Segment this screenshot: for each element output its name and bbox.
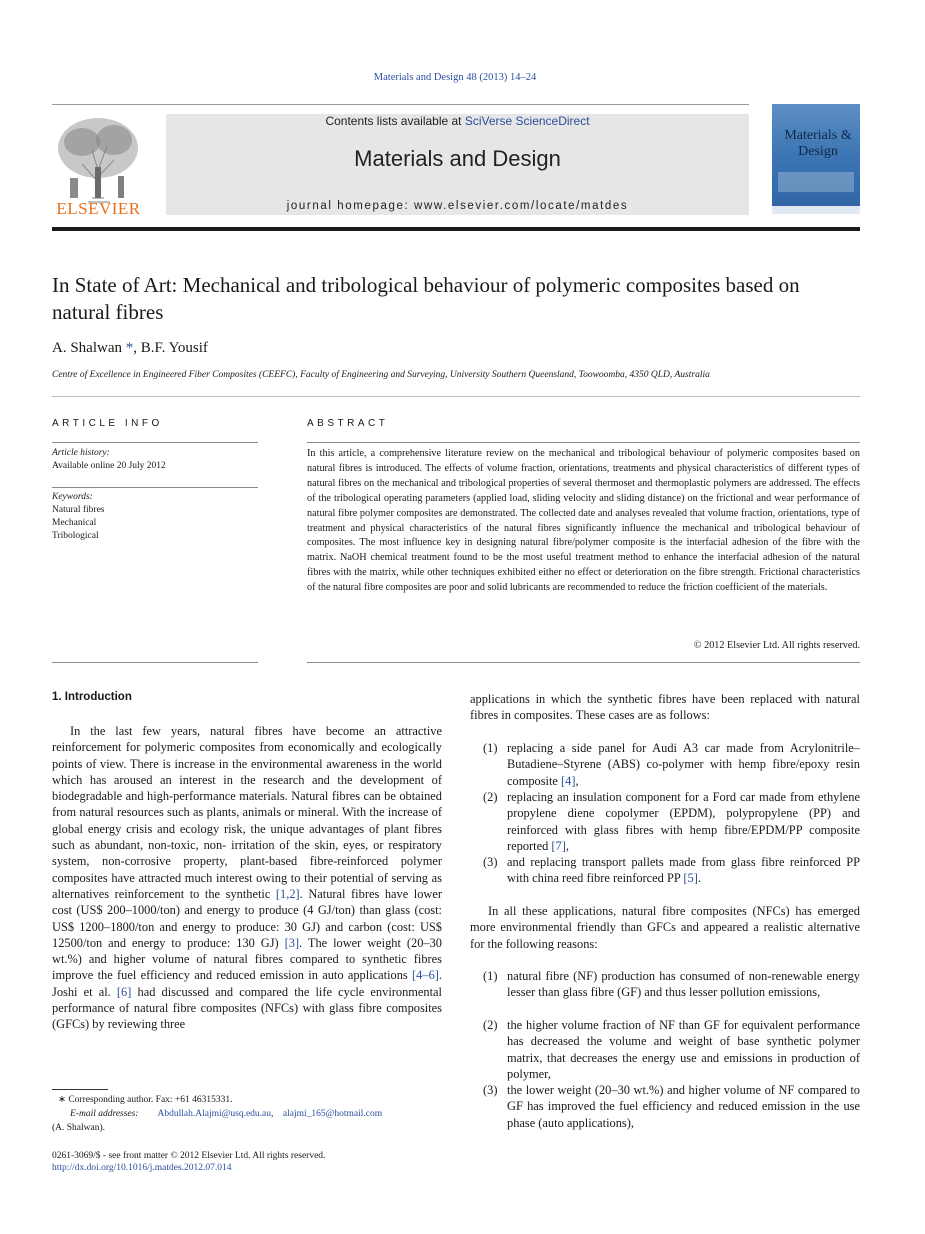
email-link-1[interactable]: Abdullah.Alajmi@usq.edu.au [157, 1109, 272, 1119]
intro-text-a: In the last few years, natural fibres have become an attractive reinforcement for polymeric composites from economically and ecologically points of view. There is increase in the environmental awareness in the world which has aroused an interest in the research and the development of biodegradable and high-performance materials. Natural fibres can be obtained from natural resources such as plants, animals or mineral. With the increase of global energy crisis and ecology risk, the unique advantages of plant fibres such as abundant, non-toxic, non- irritation of the skin, eyes, or respiratory system, non-corrosive property, plant-based fibre-reinforced polymer composites have attracted much interest owing to their potential of serving as alternatives reinforcement to the synthetic [52, 724, 442, 901]
right-paragraph-1: applications in which the synthetic fibres have been replaced with natural fibres in composites. These cases are as follows: [470, 692, 860, 723]
list-text-body: replacing an insulation component for a Ford car made from ethylene propylene diene copolymer (EPDM), polypropylene (PP) and reinforced with glass fibres with hemp fibre/EPDM/PP composite reported [507, 790, 860, 853]
citation-link[interactable]: [4–6] [412, 968, 439, 983]
list-text [507, 854, 860, 887]
email-link-2[interactable]: alajmi_165@hotmail.com [282, 1109, 383, 1119]
intro-paragraph [52, 723, 442, 1033]
list-number: (3) [483, 1083, 498, 1097]
keyword-item: Tribological [52, 531, 99, 541]
author-separator: , [133, 340, 141, 356]
abstract-heading: ABSTRACT [307, 418, 389, 429]
front-matter: 0261-3069/$ - see front matter © 2012 Elsevier Ltd. All rights reserved. [52, 1151, 326, 1161]
keywords-label: Keywords: [52, 492, 93, 502]
list-number: (1) [483, 741, 498, 755]
intro-text-d: . Joshi et al. [52, 968, 442, 999]
affiliation: Centre of Excellence in Engineered Fiber Composites (CEEFC), Faculty of Engineering and Surveying, University Southern Queensland, Toowoomba, 4350 QLD, Australia [52, 370, 710, 380]
list-tail: , [565, 838, 569, 853]
article-info-heading: ARTICLE INFO [52, 418, 163, 429]
list-text: the higher volume fraction of NF than GF for equivalent performance has decreased the volume and weight of base synthetic polymer matrix, that decreases the energy use and emissions in production of polymer, [507, 1018, 860, 1081]
journal-name: Materials and Design [354, 146, 561, 171]
header-rule [52, 104, 749, 105]
header-thick-rule [52, 227, 860, 231]
cover-stripe [778, 172, 854, 192]
corresponding-author-mark[interactable]: * [125, 340, 134, 356]
history-value: Available online 20 July 2012 [52, 461, 166, 471]
footnote-email-owner: (A. Shalwan). [52, 1123, 106, 1133]
intro-text-e: had discussed and compared the life cycle environmental performance of natural fibre composites (NFCs) with glass fibre composites (GFCs) by reviewing three [52, 984, 442, 1032]
list-text [507, 740, 860, 789]
citation-link[interactable]: [5] [683, 871, 698, 886]
list-text: natural fibre (NF) production has consumed of non-renewable energy lesser than glass fibre (GF) and thus lesser pollution emissions, [507, 969, 860, 1000]
abstract-text: In this article, a comprehensive literature review on the mechanical and tribological behaviour of polymeric composites based on natural fibres is introduced. The effects of volume fraction, orientations, treatments and physical characteristics of different types of natural fibres on the mechanical and tribological properties of several thermoset and thermoplastic polymers are addressed. The effects of the tribological operating parameters (applied load, sliding velocity and sliding distance) on the frictional and wear performance of natural fibre polymer composites are demonstrated. The collected date and analyses revealed that volume fraction, orientations, type of treatment and physical characteristics of the natural fibres significantly influence the mechanical and tribological behaviour of composites. The most influence key in designing natural fibre/polymer composite is the interfacial adhesion of the fibre with the matrix. NaOH chemical treatment found to be the most useful treatment method to enhance the interfacial adhesion of the natural fibres with the matrix, while other techniques exhibited either no effect or deterioration on the fibre strength. Frictional characteristics of the natural fibre composites are poor and solid lubricants are recommended to reduce the friction coefficient of the materials. [307, 448, 860, 594]
affiliation-rule [52, 396, 860, 397]
info-rule-mid [52, 487, 258, 488]
section-heading-introduction: 1. Introduction [52, 691, 132, 703]
list-tail: . [697, 871, 701, 886]
email-label: E-mail addresses: [70, 1109, 139, 1119]
list-number: (2) [483, 790, 498, 804]
list-text-body: replacing a side panel for Audi A3 car made from Acrylonitrile–Butadiene–Styrene (ABS) co-polymer with hemp fibre/epoxy resin composite [507, 741, 860, 788]
author-list [52, 340, 208, 357]
doi-link[interactable]: http://dx.doi.org/10.1016/j.matdes.2012.07.014 [52, 1163, 232, 1173]
intro-text-b: . Natural fibres have lower cost (US$ 200–1000/ton) and energy to produce (4 GJ/ton) than glass (cost: US$ 1200–1800/ton and energy to produce: 30 GJ) and carbon (cost: US$ 12500/ton and energy to produce: 130 GJ) [52, 886, 442, 950]
intro-text-c: . The lower weight (20–30 wt.%) and higher volume of natural fibres compared to synthetic fibres improve the fuel efficiency and reduced emission in auto applications [52, 935, 442, 983]
footnote-emails: E-mail addresses: Abdullah.Alajmi@usq.edu.au, alajmi_165@hotmail.com [70, 1109, 383, 1119]
cover-title: Materials & Design [784, 128, 852, 159]
keyword-item: Natural fibres [52, 505, 105, 515]
abstract-copyright: © 2012 Elsevier Ltd. All rights reserved. [693, 640, 860, 651]
citation-link[interactable]: [7] [551, 838, 566, 853]
list-text [507, 789, 860, 854]
journal-homepage[interactable]: journal homepage: www.elsevier.com/locate/matdes [286, 200, 629, 212]
list-text: the lower weight (20–30 wt.%) and higher volume of NF compared to GF has improved the fuel efficiency and reduced emission in the use phase (auto applications), [507, 1083, 860, 1130]
abstract-rule-top [307, 442, 860, 443]
contents-prefix: Contents lists available at [325, 114, 465, 128]
cover-footer [772, 206, 860, 214]
list-text-body: and replacing transport pallets made from glass fibre reinforced PP with china reed fibre reinforced PP [507, 855, 860, 886]
citation-link[interactable]: [4] [561, 773, 576, 788]
elsevier-logo-text[interactable]: ELSEVIER [56, 199, 141, 218]
list-tail: , [575, 773, 579, 788]
list-number: (2) [483, 1018, 498, 1032]
keyword-item: Mechanical [52, 518, 97, 528]
right-paragraph-2: In all these applications, natural fibre composites (NFCs) has emerged more environmental friendly than GFCs and appeared a realistic alternative for the following reasons: [470, 904, 860, 951]
info-rule-bottom [52, 662, 258, 663]
citation-link[interactable]: [6] [116, 984, 132, 999]
footnote-corresponding: ∗ Corresponding author. Fax: +61 46315331. [58, 1095, 233, 1105]
list-number: (1) [483, 969, 498, 983]
citation-link[interactable]: [1,2] [275, 886, 300, 901]
sciencedirect-link[interactable]: SciVerse ScienceDirect [464, 114, 590, 128]
article-title: In State of Art: Mechanical and tribological behaviour of polymeric composites based on natural fibres [52, 273, 800, 324]
contents-line [166, 114, 749, 128]
author-1: A. Shalwan [52, 340, 122, 356]
citation-link[interactable]: [3] [284, 935, 300, 950]
list-number: (3) [483, 855, 498, 869]
abstract-rule-bottom [307, 662, 860, 663]
footnote-rule [52, 1089, 108, 1090]
author-2: B.F. Yousif [140, 340, 208, 356]
info-rule-top [52, 442, 258, 443]
journal-citation[interactable]: Materials and Design 48 (2013) 14–24 [373, 72, 537, 83]
history-label: Article history: [52, 448, 110, 458]
